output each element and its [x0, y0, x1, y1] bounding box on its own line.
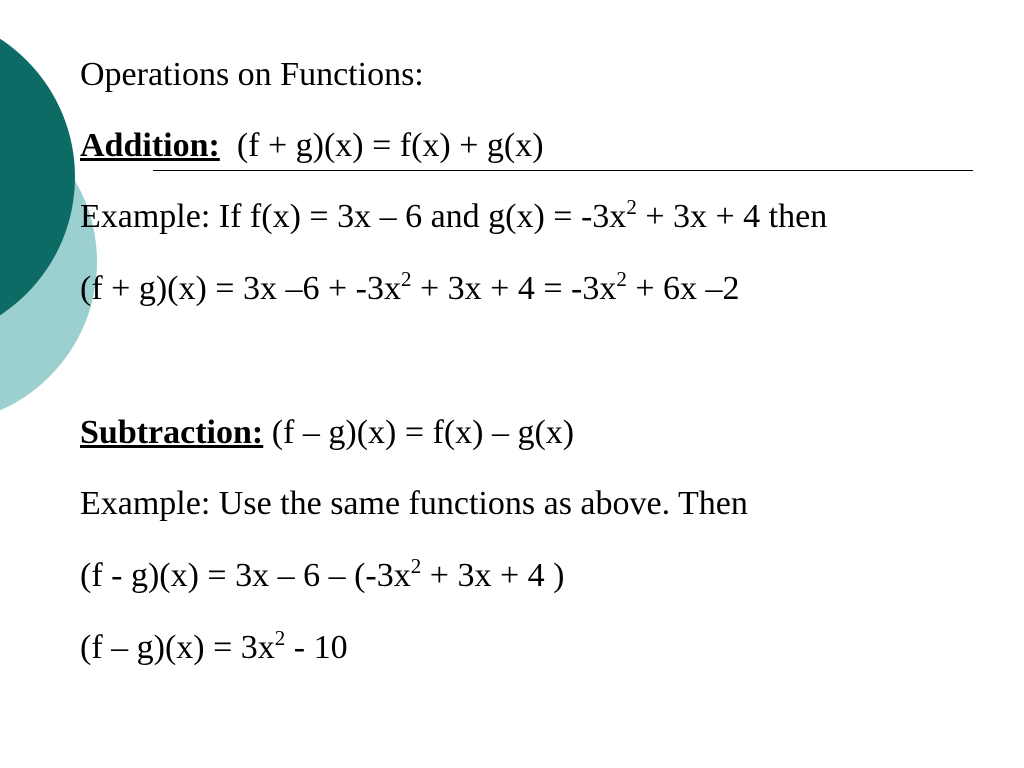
subtraction-example: Example: Use the same functions as above. Then [80, 485, 748, 522]
subtraction-step-text: (f – g)(x) = 3x [80, 629, 275, 666]
addition-rule: (f + g)(x) = f(x) + g(x) [236, 127, 544, 164]
exponent: 2 [410, 554, 422, 578]
exponent: 2 [400, 267, 412, 291]
subtraction-step-text-end: - 10 [285, 629, 348, 666]
subtraction-definition [80, 413, 574, 453]
addition-heading: Addition: [80, 127, 220, 164]
subtraction-step-text-end: + 3x + 4 ) [421, 557, 565, 594]
addition-example [80, 197, 827, 237]
horizontal-divider [153, 170, 973, 171]
addition-example-text-end: + 3x + 4 then [636, 198, 828, 235]
subtraction-rule: (f – g)(x) = f(x) – g(x) [271, 414, 575, 451]
exponent: 2 [626, 195, 637, 219]
exponent: 2 [616, 267, 627, 291]
addition-definition [80, 126, 544, 166]
subtraction-step-1 [80, 556, 564, 596]
subtraction-step-text: (f - g)(x) = 3x – 6 – (-3x [80, 557, 411, 594]
subtraction-heading: Subtraction: [80, 414, 264, 451]
addition-result-part: + 6x –2 [626, 270, 740, 307]
addition-result [80, 269, 740, 309]
addition-result-part: + 3x + 4 = -3x [411, 270, 617, 307]
exponent: 2 [274, 626, 286, 650]
addition-result-part: (f + g)(x) = 3x –6 + -3x [80, 270, 401, 307]
subtraction-step-2 [80, 628, 348, 668]
slide-title: Operations on Functions: [80, 56, 424, 93]
addition-example-text: Example: If f(x) = 3x – 6 and g(x) = -3x [80, 198, 627, 235]
